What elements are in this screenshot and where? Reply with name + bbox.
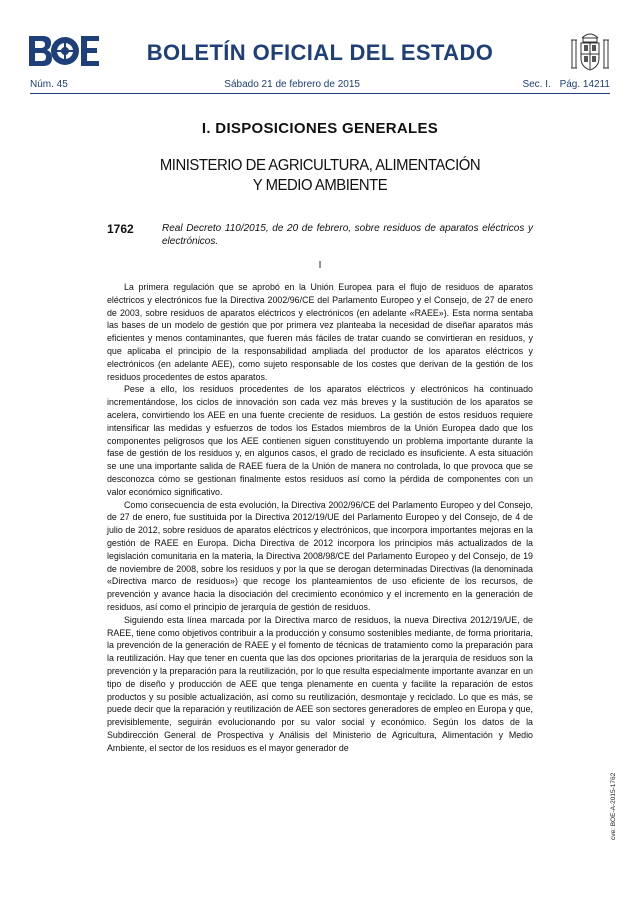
page-label: Pág. 14211 [559, 79, 610, 90]
ministry-line-1: MINISTERIO DE AGRICULTURA, ALIMENTACIÓN [159, 157, 481, 174]
issue-number: Núm. 45 [30, 79, 68, 90]
header-rule [30, 93, 610, 94]
paragraph: Siguiendo esta línea marcada por la Directiva marco de residuos, la nueva Directiva 2012/19/UE, de RAEE, tiene como objetivos contribuir a la producción y consumo sostenibles mediante, de forma prioritaria, la prevención de la generación de RAEE y el fomento de técnicas de tratamiento como la preparación para la reutilización. Hay que tener en cuenta que las dos opciones prioritarias de la jerarquía de residuos son la prevención y la preparación para la reutilización, por lo que resulta especialmente importante avanzar en un tipo de diseño y producción de AEE que tenga plenamente en cuenta y facilite la reparación de estos productos y su posible actualización, así como su reutilización, desmontaje y reciclado. Lo que es más, se puede decir que la reparación y reutilización de AEE son sectores generadores de empleo en Europa y que, previsiblemente, seguirán evolucionando por su valor social y económico. Según los datos de la Subdirección General de Prospectiva y Análisis del Ministerio de Agricultura, Alimentación y Medio Ambiente, el sector de los residuos es el mayor generador de [107, 614, 533, 753]
bulletin-title: BOLETÍN OFICIAL DEL ESTADO [146, 40, 494, 65]
header-meta [30, 79, 610, 90]
paragraph: Pese a ello, los residuos procedentes de los aparatos eléctricos y electrónicos ha continuado incrementándose, los ciclos de innovación son cada vez más breves y la sustitución de los aparatos se acelera, convirtiendo los AEE en una fuente creciente de residuos. La gestión de estos residuos requiere intensificar las medidas y esfuerzos de todos los Estados miembros de la Unión Europea dado que los componentes peligrosos que los AEE contienen siguen constituyendo un problema importante durante la fase de gestión de los residuos y, en algunos casos, el grado de reciclado es insuficiente. A esta situación se une una importante salida de RAEE fuera de la Unión de manera no controlada, lo que provoca que se desconozca cómo se gestionan finalmente estos residuos así como la pérdida de componentes con un valor económico significativo. [107, 384, 533, 497]
body-text [107, 281, 533, 754]
ministry-line-2: Y MEDIO AMBIENTE [252, 177, 388, 194]
decree-title: Real Decreto 110/2015, de 20 de febrero, sobre residuos de aparatos eléctricos y electrónicos. [162, 223, 533, 247]
ministry-title [22, 156, 617, 196]
decree-number: 1762 [107, 222, 134, 236]
section-title: I. DISPOSICIONES GENERALES [201, 120, 439, 137]
chapter-numeral: I [318, 260, 322, 271]
coat-of-arms-icon [570, 30, 610, 74]
paragraph: La primera regulación que se aprobó en la Unión Europea para el flujo de residuos de aparatos eléctricos y electrónicos fue la Directiva 2002/96/CE del Parlamento Europeo y el Consejo, de 27 de enero de 2003, sobre residuos de aparatos eléctricos y electrónicos (en adelante «RAEE»). Esta norma sentaba las bases de un modelo de gestión que por primera vez planteaba la necesidad de diseñar aparatos más eficientes y menos contaminantes, que fueren más fáciles de tratar cuando se convirtieran en residuos, y que aplicaba el principio de la responsabilidad ampliada del productor de los aparatos eléctricos y electrónicos (en adelante AEE), como sujeto responsable de los costes que derivan de la gestión de los residuos procedentes de estos aparatos. [107, 282, 533, 382]
section-page [516, 79, 610, 90]
issue-date: Sábado 21 de febrero de 2015 [224, 79, 360, 90]
paragraph: Como consecuencia de esta evolución, la Directiva 2002/96/CE del Parlamento Europeo y del Consejo, de 27 de enero, fue sustituida por la Directiva 2012/19/UE del Parlamento Europeo y del Consejo, de 4 de julio de 2012, sobre residuos de aparatos eléctricos y electrónicos, que incorpora importantes mejoras en la gestión de RAEE en Europa. Dicha Directiva de 2012 incorpora los principios más actualizados de la legislación comunitaria en la materia, la Directiva 2008/98/CE del Parlamento Europeo y del Consejo, de 19 de noviembre de 2008, sobre los residuos y por la que se derogan determinadas Directivas (la denominada «Directiva marco de residuos») que recoge los planteamientos de uso eficiente de los recursos, de prevención y avance hacia la disociación del crecimiento económico y el incremento en la generación de residuos, así como el principio de jerarquía de gestión de residuos. [107, 499, 533, 612]
section-label: Sec. I. [522, 79, 551, 90]
cve-identifier: cve: BOE-A-2015-1762 [610, 772, 617, 840]
